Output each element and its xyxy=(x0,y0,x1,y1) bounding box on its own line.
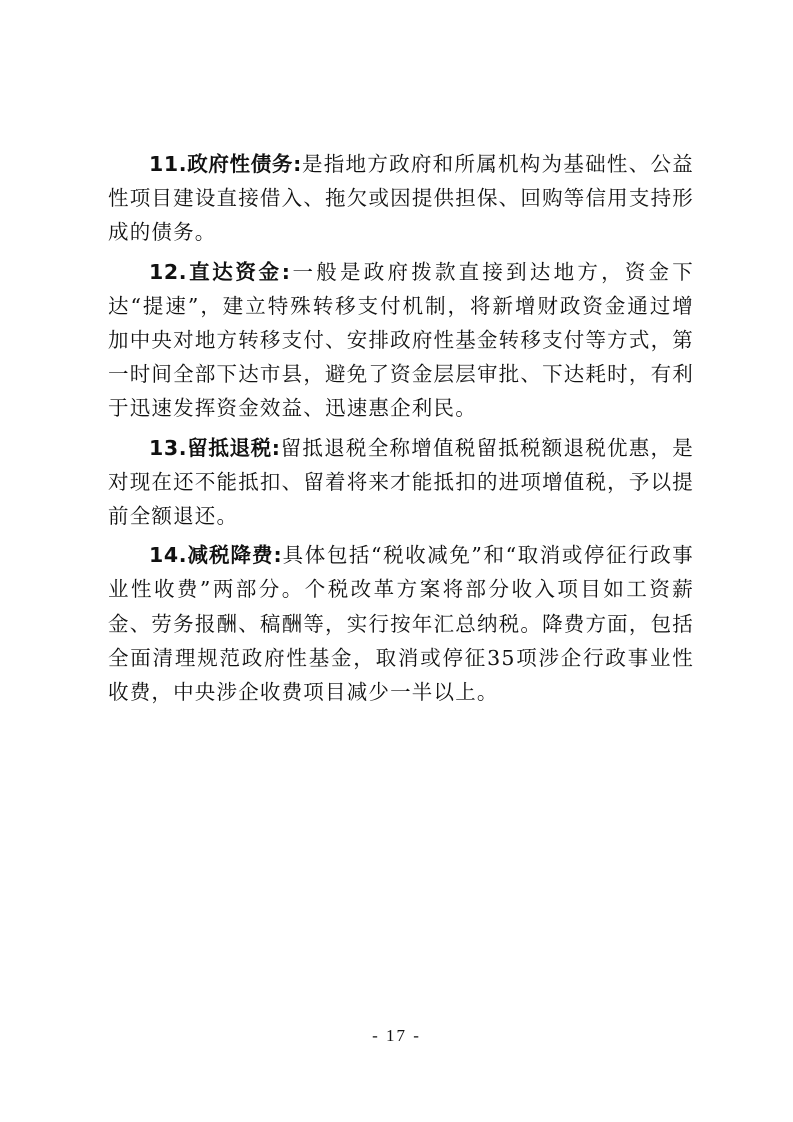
glossary-term: 14.减税降费: xyxy=(149,543,283,568)
glossary-term: 12.直达资金: xyxy=(149,259,291,284)
glossary-item-12 xyxy=(108,255,694,426)
glossary-definition: 具体包括“税收减免”和“取消或停征行政事业性收费”两部分。个税改革方案将部分收入项目如工资薪金、劳务报酬、稿酬等，实行按年汇总纳税。降费方面，包括全面清理规范政府性基金，取消或停征35项涉企行政事业性收费，中央涉企收费项目减少一半以上。 xyxy=(108,543,694,705)
glossary-definition: 是指地方政府和所属机构为基础性、公益性项目建设直接借入、拖欠或因提供担保、回购等信用支持形成的债务。 xyxy=(108,152,694,245)
glossary-body xyxy=(108,147,694,714)
glossary-item-13 xyxy=(108,431,694,534)
page-number: - 17 - xyxy=(372,1026,421,1045)
glossary-definition: 一般是政府拨款直接到达地方，资金下达“提速”，建立特殊转移支付机制，将新增财政资金通过增加中央对地方转移支付、安排政府性基金转移支付等方式，第一时间全部下达市县，避免了资金层层审批、下达耗时，有利于迅速发挥资金效益、迅速惠企利民。 xyxy=(108,259,694,421)
glossary-term: 11.政府性债务: xyxy=(149,152,302,176)
glossary-definition: 留抵退税全称增值税留抵税额退税优惠，是对现在还不能抵扣、留着将来才能抵扣的进项增值税，予以提前全额退还。 xyxy=(108,435,694,529)
glossary-item-11 xyxy=(108,147,694,250)
glossary-term: 13.留抵退税: xyxy=(149,435,281,460)
glossary-item-14 xyxy=(108,538,694,709)
